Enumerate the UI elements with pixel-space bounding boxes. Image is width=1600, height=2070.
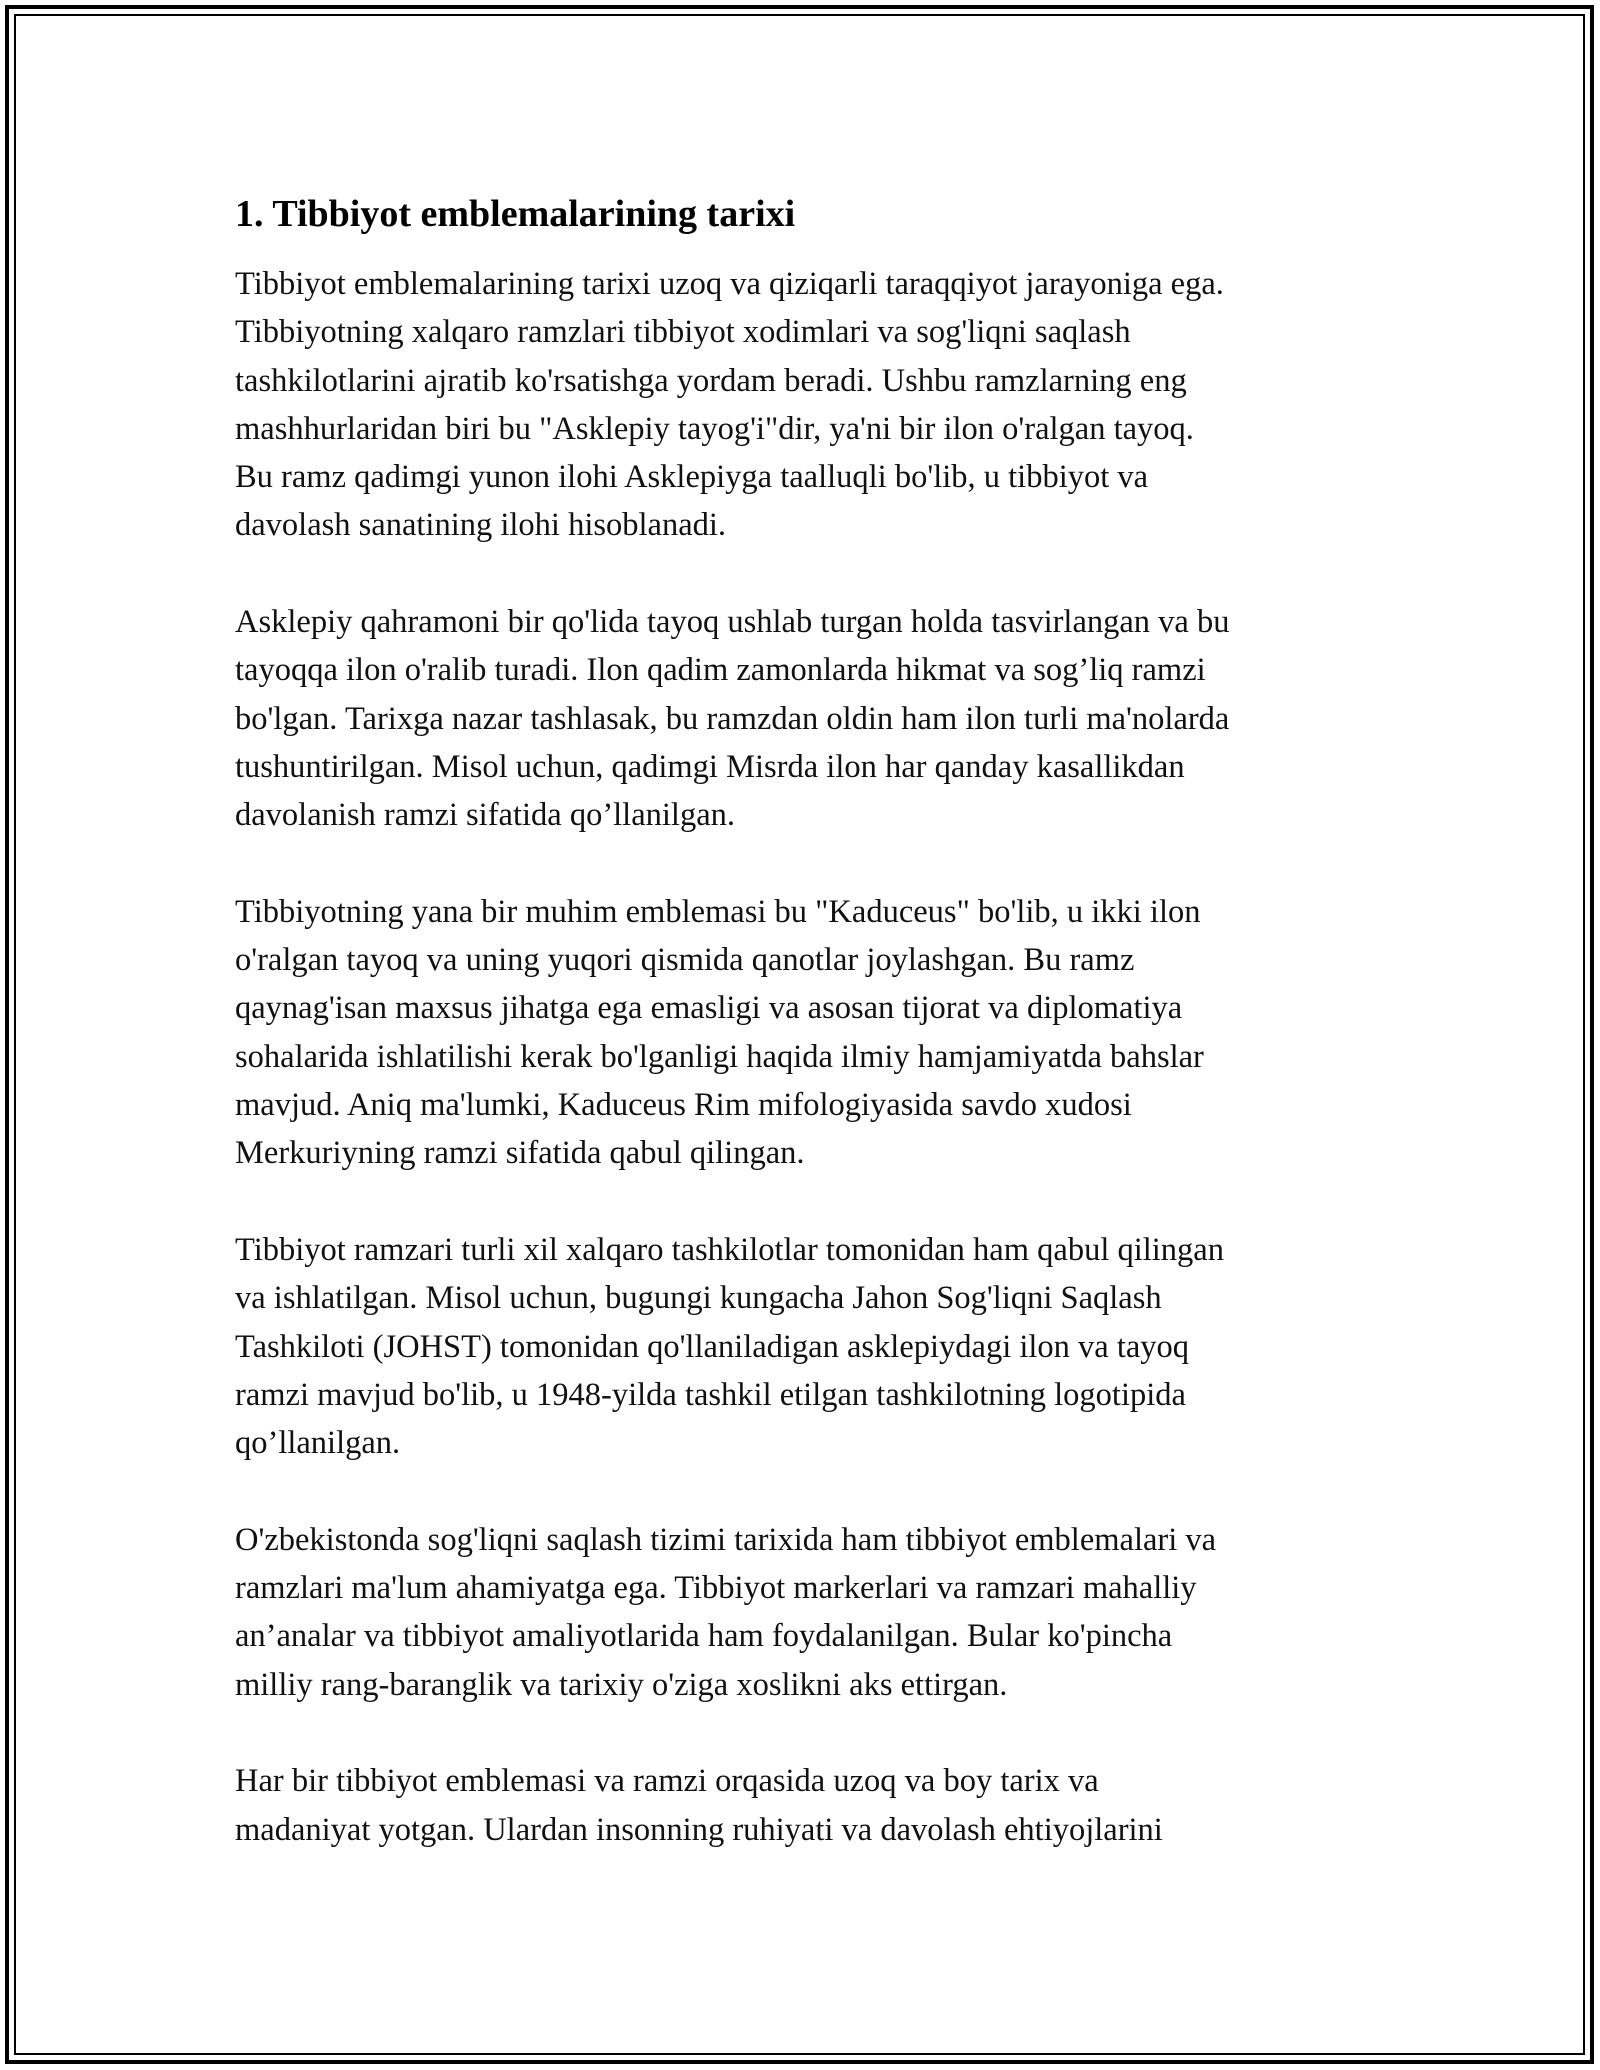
paragraph [235,260,1370,550]
paragraph-line: madaniyat yotgan. Ulardan insonning ruhiyati va davolash ehtiyojlarini [235,1811,1163,1848]
paragraph-line: Bu ramz qadimgi yunon ilohi Asklepiyga taalluqli bo'lib, u tibbiyot va [235,459,1149,496]
paragraph-line: va ishlatilgan. Misol uchun, bugungi kungacha Jahon Sog'liqni Saqlash [235,1280,1162,1317]
paragraph-line: Tibbiyot ramzari turli xil xalqaro tashkilotlar tomonidan ham qabul qilingan [235,1231,1224,1268]
paragraph-line: tashkilotlarini ajratib ko'rsatishga yordam beradi. Ushbu ramzlarning eng [235,362,1187,399]
paragraph-line: ramzi mavjud bo'lib, u 1948-yilda tashkil etilgan tashkilotning logotipida [235,1376,1186,1413]
paragraph-line: Tibbiyotning yana bir muhim emblemasi bu "Kaduceus" bo'lib, u ikki ilon [235,893,1201,930]
paragraph-line: Tashkiloti (JOHST) tomonidan qo'llaniladigan asklepiydagi ilon va tayoq [235,1328,1190,1365]
paragraph-line: ramzlari ma'lum ahamiyatga ega. Tibbiyot markerlari va ramzari mahalliy [235,1570,1197,1607]
paragraph [235,1226,1370,1467]
paragraph-line: Tibbiyot emblemalarining tarixi uzoq va qiziqarli taraqqiyot jarayoniga ega. [235,266,1224,302]
paragraph-line: tushuntirilgan. Misol uchun, qadimgi Misrda ilon har qanday kasallikdan [235,748,1185,785]
paragraph-line: sohalarida ishlatilishi kerak bo'lganligi haqida ilmiy hamjamiyatda bahslar [235,1038,1204,1075]
section-heading: 1. Tibbiyot emblemalarining tarixi [235,193,796,235]
paragraph-line: an’analar va tibbiyot amaliyotlarida ham foydalanilgan. Bular ko'pincha [235,1618,1173,1655]
paragraph-line: milliy rang-baranglik va tarixiy o'ziga xoslikni aks ettirgan. [235,1666,1008,1703]
paragraph-line: Merkuriyning ramzi sifatida qabul qilingan. [235,1135,805,1172]
paragraph-line: mashhurlaridan biri bu "Asklepiy tayog'i"dir, ya'ni bir ilon o'ralgan tayoq. [235,410,1194,447]
paragraph-line: davolanish ramzi sifatida qo’llanilgan. [235,797,735,834]
paragraph-line: tayoqqa ilon o'ralib turadi. Ilon qadim zamonlarda hikmat va sog’liq ramzi [235,652,1206,689]
paragraph-line: O'zbekistonda sog'liqni saqlash tizimi tarixida ham tibbiyot emblemalari va [235,1521,1217,1558]
paragraph [235,1757,1370,1854]
paragraph-line: qo’llanilgan. [235,1425,401,1462]
paragraph [235,598,1370,839]
paragraph-line: Asklepiy qahramoni bir qo'lida tayoq ushlab turgan holda tasvirlangan va bu [235,604,1230,641]
paragraph [235,1516,1370,1709]
paragraph-line: mavjud. Aniq ma'lumki, Kaduceus Rim mifologiyasida savdo xudosi [235,1087,1132,1124]
document-body [235,190,1370,1902]
paragraph-line: bo'lgan. Tarixga nazar tashlasak, bu ramzdan oldin ham ilon turli ma'nolarda [235,700,1230,737]
paragraph-line: o'ralgan tayoq va uning yuqori qismida qanotlar joylashgan. Bu ramz [235,942,1135,979]
paragraph-line: qaynag'isan maxsus jihatga ega emasligi va asosan tijorat va diplomatiya [235,990,1183,1027]
paragraph-line: Tibbiyotning xalqaro ramzlari tibbiyot xodimlari va sog'liqni saqlash [235,314,1131,351]
paragraph-line: davolash sanatining ilohi hisoblanadi. [235,507,727,544]
paragraph-line: Har bir tibbiyot emblemasi va ramzi orqasida uzoq va boy tarix va [235,1763,1099,1800]
paragraph [235,888,1370,1178]
paragraph-list [235,260,1370,1854]
